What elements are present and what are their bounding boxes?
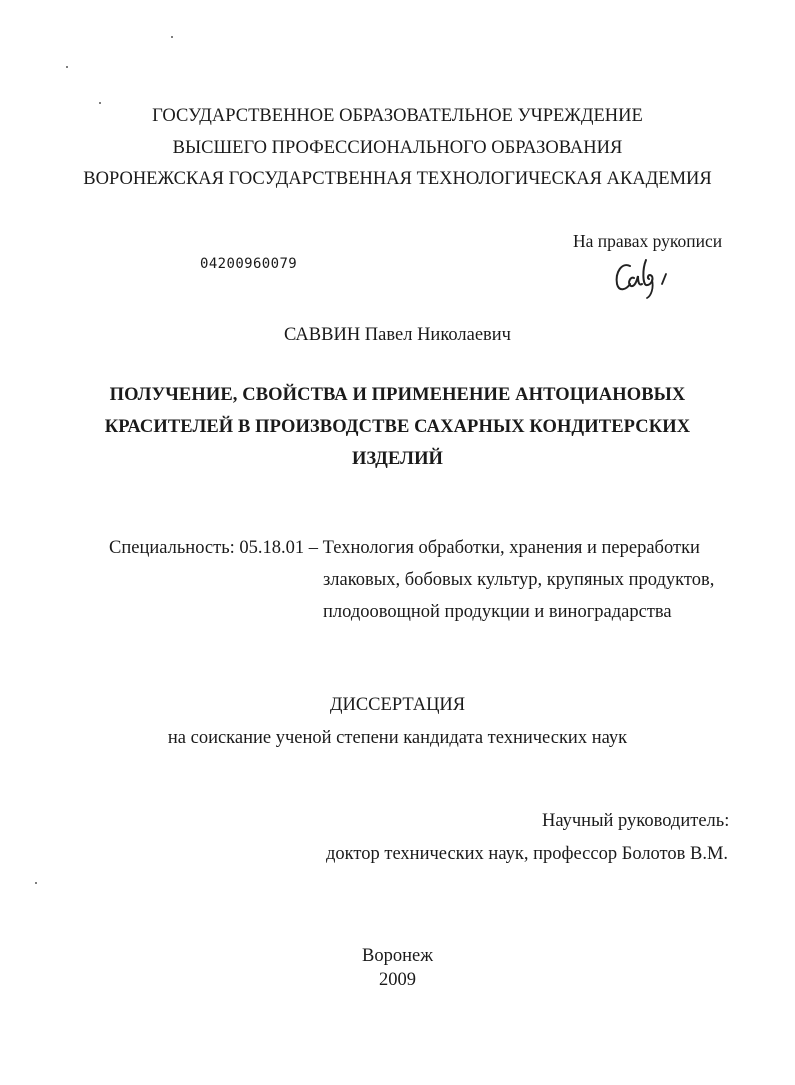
scan-speck (35, 882, 37, 884)
supervisor-label: Научный руководитель: (542, 811, 730, 831)
signature (612, 254, 682, 300)
city: Воронеж (362, 946, 433, 966)
specialty-label: Специальность: 05.18.01 – Технология обработки, хранения и переработки (109, 538, 700, 558)
year: 2009 (379, 970, 416, 990)
dissertation-title-line-2: КРАСИТЕЛЕЙ В ПРОИЗВОДСТВЕ САХАРНЫХ КОНДИТЕРСКИХ (104, 417, 691, 437)
degree-line: на соискание ученой степени кандидата технических наук (167, 728, 628, 748)
scan-speck (99, 102, 101, 104)
scan-speck (66, 66, 68, 68)
manuscript-note: На правах рукописи (573, 231, 723, 251)
specialty-line-3: плодоовощной продукции и виноградарства (323, 602, 672, 622)
author-name: САВВИН Павел Николаевич (284, 325, 511, 345)
dissertation-title-line-1: ПОЛУЧЕНИЕ, СВОЙСТВА И ПРИМЕНЕНИЕ АНТОЦИАНОВЫХ (109, 385, 686, 405)
institution-line-1: ГОСУДАРСТВЕННОЕ ОБРАЗОВАТЕЛЬНОЕ УЧРЕЖДЕНИЕ (152, 106, 643, 126)
scan-speck (171, 36, 173, 38)
dissertation-title-line-3: ИЗДЕЛИЙ (351, 449, 444, 469)
institution-line-2: ВЫСШЕГО ПРОФЕССИОНАЛЬНОГО ОБРАЗОВАНИЯ (172, 138, 623, 158)
supervisor-name: доктор технических наук, профессор Болотов В.М. (326, 844, 729, 864)
institution-line-3: ВОРОНЕЖСКАЯ ГОСУДАРСТВЕННАЯ ТЕХНОЛОГИЧЕСКАЯ АКАДЕМИЯ (83, 169, 712, 189)
document-number: 04200960079 (200, 256, 298, 272)
work-type: ДИССЕРТАЦИЯ (329, 695, 466, 715)
specialty-line-2: злаковых, бобовых культур, крупяных продуктов, (323, 570, 715, 590)
